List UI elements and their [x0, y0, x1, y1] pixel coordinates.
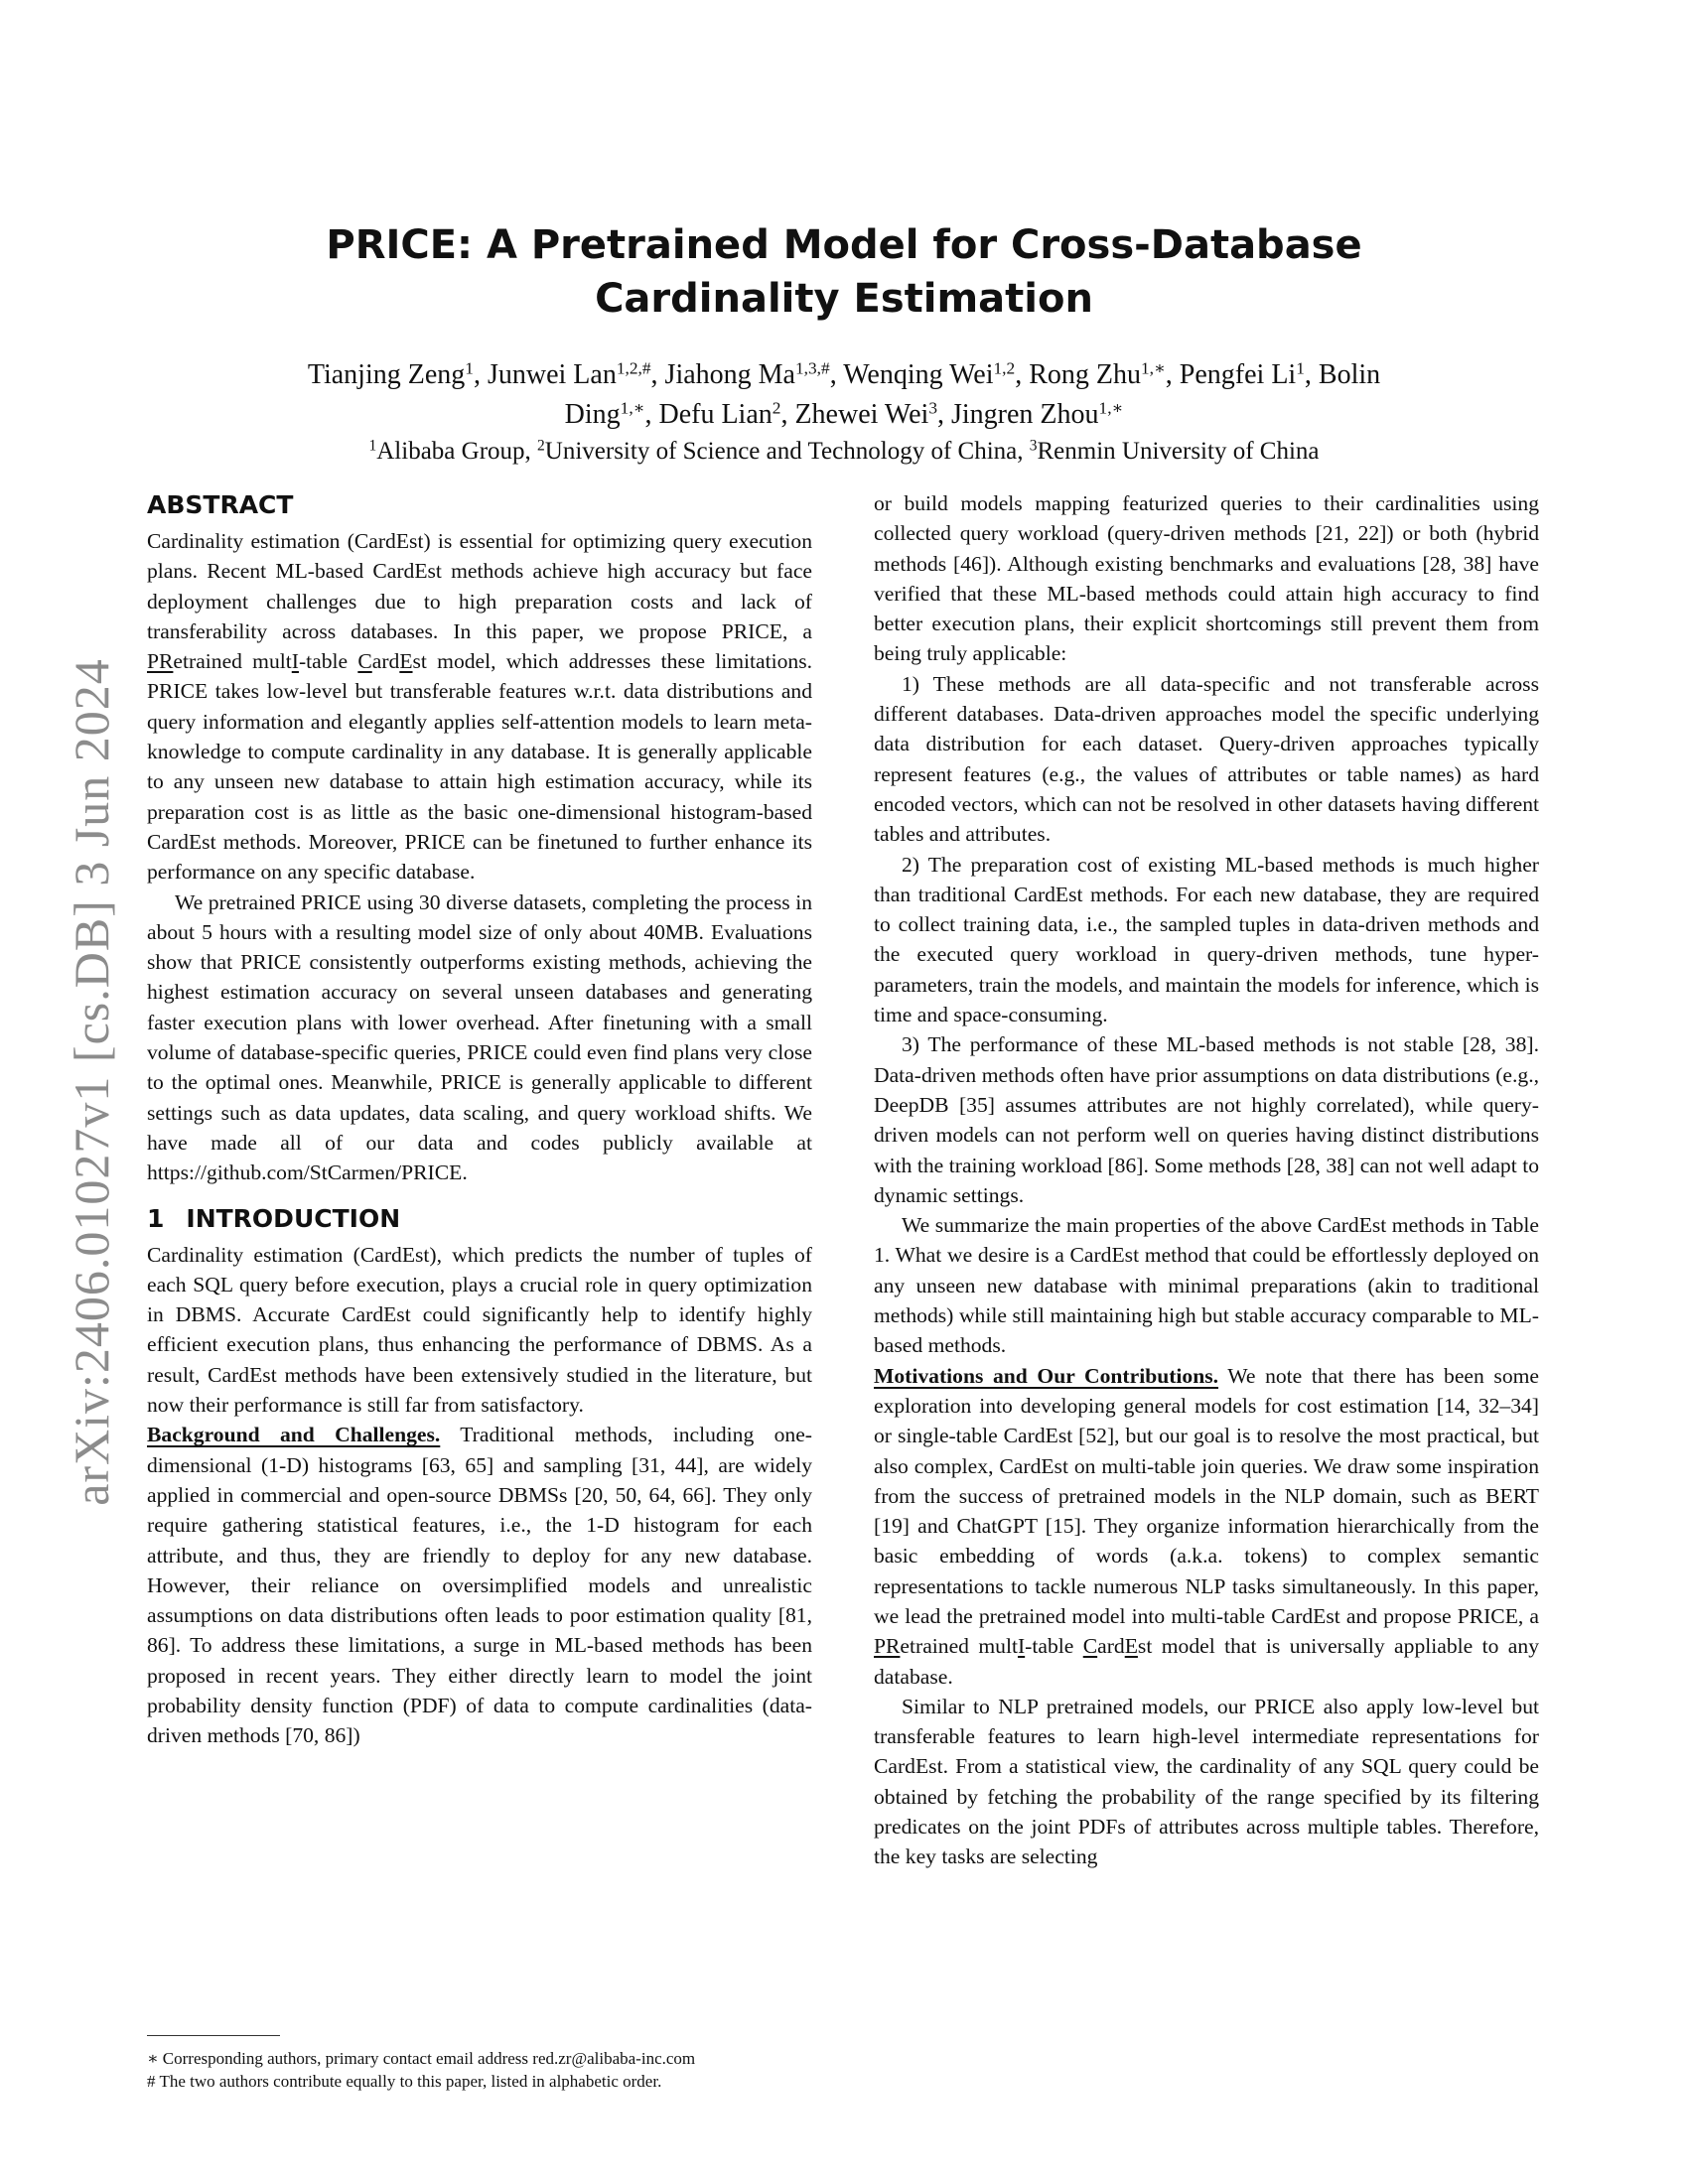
acronym-letter: I [291, 649, 299, 674]
arxiv-identifier-stamp [42, 586, 141, 1578]
abstract-p1-text-b: model, which addresses these limitations. PRICE takes low-level but transferable features w.r.t. data distributions and query information and elegantly applies self-attention models to learn meta-knowledge to compute cardinality in any database. It is generally applicable to any unseen new database to attain high estimation accuracy, while its preparation cost is as little as the basic one-dimensional histogram-based CardEst methods. Moreover, PRICE can be finetuned to further enhance its performance on any specific database. [147, 649, 813, 885]
line1-author-name: Rong Zhu [1029, 359, 1141, 390]
footnote-corresponding: ∗ Corresponding authors, primary contact email address red.zr@alibaba-inc.com [147, 2049, 696, 2068]
line2-author-name: Defu Lian [658, 399, 773, 430]
affiliation-name: University of Science and Technology of China [544, 438, 1018, 465]
author-affiliation-marker: 1,∗ [1140, 358, 1166, 378]
author-affiliation-marker: 1,∗ [620, 398, 645, 418]
affiliation-list: $^1$Alibaba Group, $^2$University of Science and Technology of China, $^3$Renmin University of China [368, 437, 1320, 465]
motivations-text-a: We note that there has been some exploration into developing general models for cost estimation [14, 32–34] or single-table CardEst [52], but our goal is to resolve the most practical, but also complex, CardEst on multi-table join queries. We draw some inspiration from the success of pretrained models in the NLP domain, such as BERT [19] and ChatGPT [15]. They organize information hierarchically from the basic embedding of words (a.k.a. tokens) to complex semantic representations to tackle numerous NLP tasks simultaneously. In this paper, we lead the pretrained model into multi-table CardEst and propose PRICE, a [874, 1363, 1539, 1628]
acronym-letter: C [357, 649, 372, 674]
abstract-heading: ABSTRACT [147, 490, 294, 519]
affiliation-marker: 3 [1029, 437, 1038, 455]
shortcoming-item-1: 1) These methods are all data-specific and not transferable across different databases. Data-driven approaches model the specific underlying data distribution for each dataset. Query-driven approaches typically represent features (e.g., the values of attributes or table names) as hard encoded vectors, which can not be resolved in other datasets having different tables and attributes. [874, 671, 1539, 847]
background-runin-heading: Background and Challenges. [147, 1423, 441, 1447]
acronym-letter: I [1017, 1634, 1026, 1659]
author-line-2: Ding$^{1,∗}$, Defu Lian$^2$, Zhewei Wei$^3$, Jingren Zhou$^{1,∗}$ [564, 398, 1124, 430]
line2-author-name: Zhewei Wei [794, 399, 929, 430]
line2-author-name: Jingren Zhou [951, 399, 1099, 430]
acronym-letter: C [1082, 1634, 1098, 1659]
paper-title-line-1: PRICE: A Pretrained Model for Cross-Database [326, 222, 1362, 268]
left-column [147, 488, 812, 1751]
author-affiliation-marker: 2 [772, 398, 781, 418]
affiliation-name: Alibaba Group [376, 438, 525, 465]
paper-title [0, 218, 1688, 326]
motivations-paragraph [874, 1361, 1539, 1692]
author-affiliation-marker: 1,3,# [794, 358, 830, 378]
line1-author-name: Bolin [1318, 359, 1381, 390]
line1-author-name: Tianjing Zeng [307, 359, 466, 390]
introduction-heading [147, 1202, 812, 1236]
summary-paragraph: We summarize the main properties of the above CardEst methods in Table 1. What we desire is a CardEst method that could be effortlessly deployed on any unseen new database with minimal preparations (akin to traditional methods) while still maintaining high but stable accuracy comparable to ML-based methods. [874, 1213, 1539, 1358]
author-affiliation-marker: 3 [928, 398, 937, 418]
affiliation-marker: 2 [537, 437, 545, 455]
arxiv-stamp-text: arXiv:2406.01027v1 [cs.DB] 3 Jun 2024 [64, 658, 119, 1506]
abstract-paragraph-2: We pretrained PRICE using 30 diverse datasets, completing the process in about 5 hours with a resulting model size of only about 40MB. Evaluations show that PRICE consistently outperforms existing methods, achieving the highest estimation accuracy on several unseen databases and generating faster execution plans with lower overhead. After finetuning with a small volume of database-specific queries, PRICE could even find plans very close to the optimal ones. Meanwhile, PRICE is generally applicable to different settings such as data updates, data scaling, and query workload shifts. We have made all of our data and codes publicly available at https://github.com/StCarmen/PRICE. [147, 889, 812, 1185]
acronym-letter: E [1124, 1634, 1138, 1659]
author-affiliation-marker: 1,∗ [1098, 398, 1124, 418]
footnote-rule [147, 2035, 280, 2036]
footnotes [147, 2047, 812, 2093]
author-affiliation-marker: 1,2,# [616, 358, 651, 378]
footnote-equal-contribution: # The two authors contribute equally to this paper, listed in alphabetic order. [147, 2072, 662, 2091]
author-affiliation-marker: 1 [1296, 358, 1305, 378]
right-column [874, 488, 1539, 1872]
similar-paragraph: Similar to NLP pretrained models, our PRICE also apply low-level but transferable features to learn high-level intermediate representations for CardEst. From a statistical view, the cardinality of any SQL query could be obtained by fetching the probability of the range specified by its filtering predicates on the joint PDFs of attributes across multiple tables. Therefore, the key tasks are selecting [874, 1694, 1539, 1869]
continuation-paragraph: or build models mapping featurized queries to their cardinalities using collected query workload (query-driven methods [21, 22]) or both (hybrid methods [46]). Although existing benchmarks and evaluations [28, 38] have verified that these ML-based methods could attain high accuracy to find better execution plans, their explicit shortcomings still prevent them from being truly applicable: [874, 491, 1539, 666]
section-title: INTRODUCTION [186, 1203, 401, 1233]
motivations-text-b: model that is universally appliable to any database. [874, 1634, 1539, 1689]
line1-author-name: Jiahong Ma [664, 359, 795, 390]
shortcoming-item-2: 2) The preparation cost of existing ML-based methods is much higher than traditional CardEst methods. For each new database, they are required to collect training data, i.e., the sampled tuples in data-driven methods and the executed query workload in query-driven methods, tune hyper-parameters, train the models, and maintain the models for inference, which is time and space-consuming. [874, 852, 1539, 1027]
author-line-1: Tianjing Zeng$^1$, Junwei Lan$^{1,2,\#}$, Jiahong $Ma^{1,3,\#}$, Wenqing Wei$^{1,2}$, Rong Zhu$^{1,∗}$, Pengfei Li$^1$, Bolin [307, 358, 1381, 390]
shortcoming-item-3: 3) The performance of these ML-based methods is not stable [28, 38]. Data-driven methods often have prior assumptions on data distributions (e.g., DeepDB [35] assumes attributes are not highly correlated), while query-driven models can not perform well on queries having distinct distributions with the training workload [86]. Some methods [28, 38] can not well adapt to dynamic settings. [874, 1032, 1539, 1207]
abstract-p1-text-a: Cardinality estimation (CardEst) is essential for optimizing query execution plans. Recent ML-based CardEst methods achieve high accuracy but face deployment challenges due to high preparation costs and lack of transferability across databases. In this paper, we propose PRICE, a [147, 529, 812, 643]
author-affiliation-marker: 1,2 [993, 358, 1016, 378]
abstract-paragraph-1 [147, 526, 812, 887]
price-acronym: PRetrained multI-table CardEst [147, 649, 427, 674]
line1-author-name: Junwei Lan [487, 359, 617, 390]
background-text: Traditional methods, including one-dimensional (1-D) histograms [63, 65] and sampling [31, 44], are widely applied in commercial and open-source DBMSs [20, 50, 64, 66]. They only require gathering statistical features, i.e., the 1-D histogram for each attribute, and thus, they are friendly to deploy for any new database. However, their reliance on oversimplified models and unrealistic assumptions on data distributions often leads to poor estimation quality [81, 86]. To address these limitations, a surge in ML-based methods has been proposed in recent years. They either directly learn to model the joint probability density function (PDF) of data to compute cardinalities (data-driven methods [70, 86]) [147, 1423, 812, 1748]
introduction-paragraph-1: Cardinality estimation (CardEst), which predicts the number of tuples of each SQL query before execution, plays a crucial role in query optimization in DBMS. Accurate CardEst could significantly help to identify highly efficient execution plans, thus enhancing the performance of DBMS. As a result, CardEst methods have been extensively studied in the literature, but now their performance is still far from satisfactory. [147, 1242, 812, 1418]
section-number: 1 [147, 1203, 165, 1233]
line2-author-name: Ding [564, 399, 621, 430]
author-affiliation-marker: 1 [465, 358, 474, 378]
author-list [149, 355, 1539, 435]
motivations-runin-heading: Motivations and Our Contributions. [874, 1363, 1219, 1388]
line1-author-name: Wenqing Wei [843, 359, 994, 390]
affiliation-marker: 1 [368, 437, 377, 455]
acronym-letter: E [399, 649, 413, 674]
line1-author-name: Pengfei Li [1179, 359, 1297, 390]
affiliation-name: Renmin University of China [1037, 438, 1320, 465]
paper-title-line-2: Cardinality Estimation [595, 276, 1093, 322]
background-paragraph [147, 1420, 812, 1750]
price-acronym: PRetrained multI-table CardEst [874, 1634, 1153, 1659]
acronym-letter: PR [147, 649, 174, 674]
acronym-letter: PR [874, 1634, 901, 1659]
